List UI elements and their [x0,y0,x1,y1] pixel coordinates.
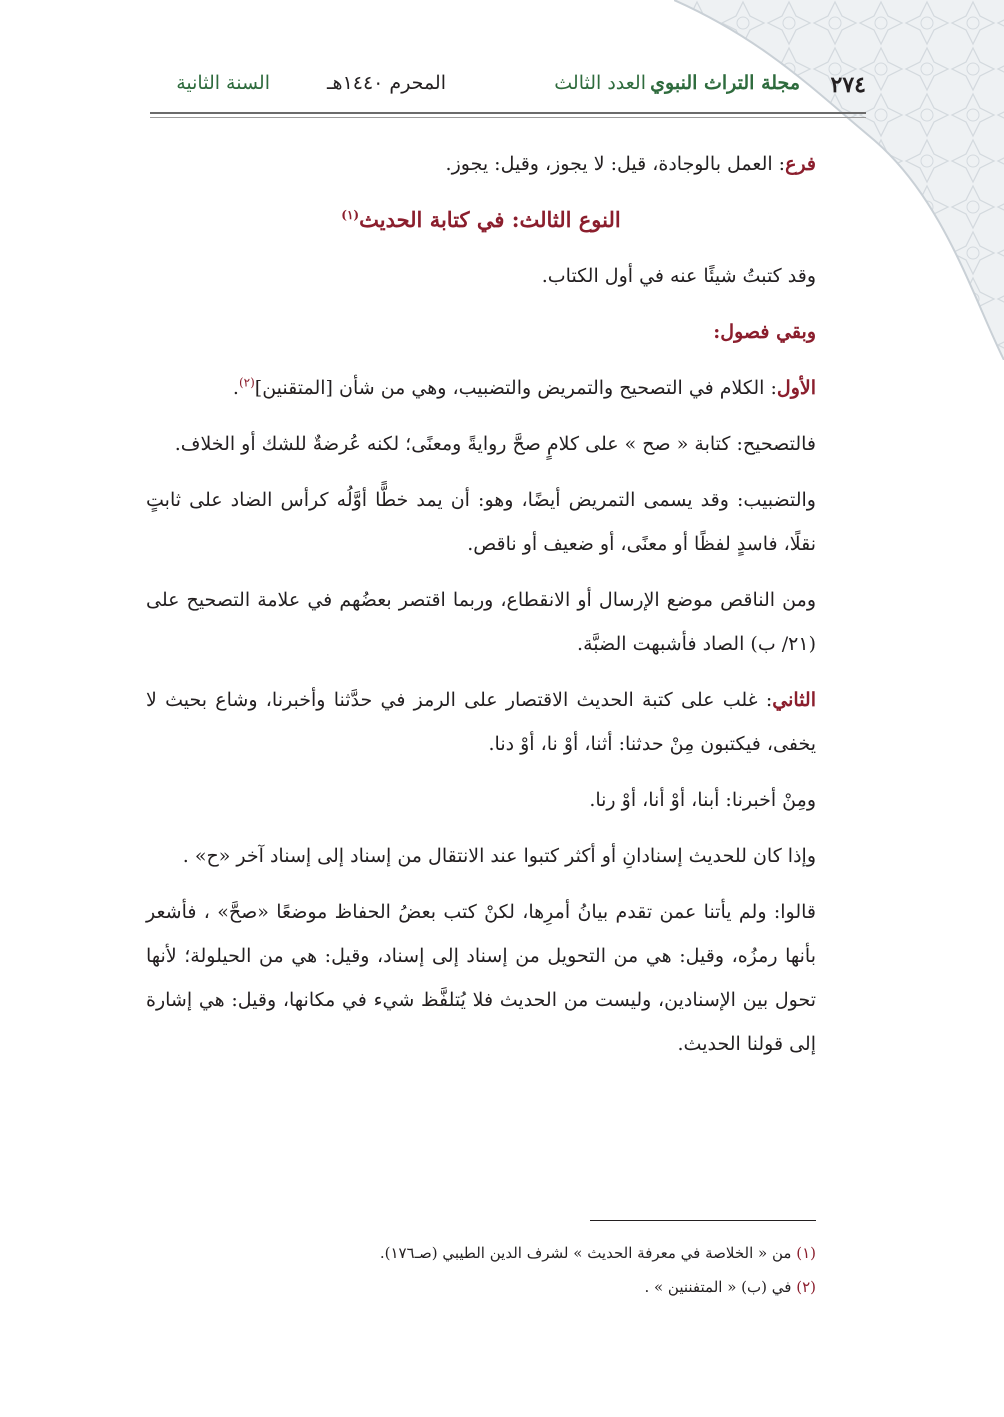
subheading: وبقي فصول: [713,321,816,343]
issue-label: العدد الثالث [554,72,646,94]
paragraph: قالوا: ولم يأتنا عمن تقدم بيانُ أمرِها، لكنْ كتب بعضُ الحفاظ موضعًا «صحَّ» ، فأشعر بأنها رمزُه، وقيل: هي من التحويل من إسناد إلى إسناد، وقيل: هي من الحيلولة؛ لأنها تحول بين الإسنادين، وليست من الحديث فلا يُتلفَّظ شيء في مكانها، وقيل: هي إشارة إلى قولنا الحديث. [146,901,816,1055]
paragraph-label: الثاني [772,689,816,711]
footnote-separator [590,1220,816,1221]
paragraph: ومِنْ أخبرنا: أبنا، أوْ أنا، أوْ رنا. [589,789,816,811]
page-number: ٢٧٤ [830,72,866,98]
header-rule [150,112,866,114]
footnote-ref: (٢) [238,375,255,390]
section-heading: النوع الثالث: في كتابة الحديث$^{(١)}$ [341,207,621,232]
paragraph: وإذا كان للحديث إسنادانِ أو أكثر كتبوا عند الانتقال من إسناد إلى إسناد آخر «ح» . [182,845,816,867]
footnote: (١) من « الخلاصة في معرفة الحديث » لشرف الدين الطيبي (صـ١٧٦). [379,1244,816,1262]
volume-year: السنة الثانية [176,72,270,94]
paragraph-label: الأول [776,377,816,399]
page-body [146,142,816,1078]
paragraph: ومن الناقص موضع الإرسال أو الانقطاع، وربما اقتصر بعضُهم في علامة التصحيح على (٢١/ ب) الصاد فأشبهت الضبَّة. [146,589,816,655]
paragraph-second: الثاني: غلب على كتبة الحديث الاقتصار على الرمز في حدَّثنا وأخبرنا، وشاع بحيث لا يخفى، فيكتبون مِنْ حدثنا: أثنا، أوْ نا، أوْ دنا. [146,689,816,755]
page-header [150,72,866,112]
paragraph: فالتصحيح: كتابة « صح » على كلامٍ صحَّ روايةً ومعنًى؛ لكنه عُرضةٌ للشك أو الخلاف. [174,433,816,455]
paragraph: وقد كتبتُ شيئًا عنه في أول الكتاب. [541,265,816,287]
paragraph-label: فرع [785,153,816,175]
paragraph-first: الأول: الكلام في التصحيح والتمريض والتضبيب، وهي من شأن [المتقنين]$^{(٢)}$. [232,375,816,399]
paragraph-far: فرع: العمل بالوجادة، قيل: لا يجوز، وقيل: يجوز. [445,153,816,175]
paragraph: والتضبيب: وقد يسمى التمريض أيضًا، وهو: أن يمد خطًّا أوَّلُه كرأس الضاد على ثابتٍ نقلًا، فاسدٍ لفظًا أو معنًى، أو ضعيف أو ناقص. [146,489,816,555]
footnote: (٢) في (ب) « المتفننين » . [644,1278,816,1296]
issue-date: المحرم ١٤٤٠هـ [326,72,446,94]
footnote-ref: (١) [341,208,360,222]
header-rule-thin [150,117,866,118]
journal-title: مجلة التراث النبوي [650,72,800,94]
footnotes [146,1236,816,1304]
